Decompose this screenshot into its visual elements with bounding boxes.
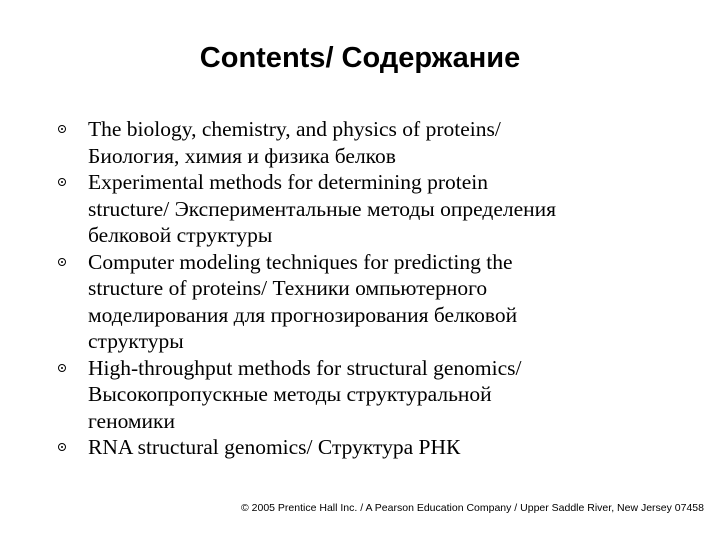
contents-bullet-list — [58, 116, 678, 461]
bullet-line: structure/ Экспериментальные методы определения — [88, 196, 557, 221]
bullet-line: Experimental methods for determining protein — [88, 170, 489, 194]
bullet-icon — [58, 258, 66, 266]
bullet-item — [58, 116, 678, 169]
bullet-item — [58, 249, 678, 355]
copyright-footer: © 2005 Prentice Hall Inc. / A Pearson Education Company / Upper Saddle River, New Jersey 07458 — [241, 502, 704, 514]
bullet-item — [58, 169, 678, 249]
bullet-line: The biology, chemistry, and physics of proteins/ — [88, 117, 501, 141]
bullet-line: Computer modeling techniques for predicting the — [88, 249, 513, 274]
bullet-icon — [58, 125, 66, 133]
bullet-line: High-throughput methods for structural genomics/ — [88, 355, 522, 380]
bullet-icon — [58, 443, 66, 451]
bullet-item — [58, 434, 678, 461]
slide-title: Contents/ Содержание — [199, 42, 521, 74]
bullet-icon — [58, 364, 66, 372]
bullet-line: structure of proteins/ Техники омпьютерного — [88, 276, 488, 300]
bullet-line: белковой структуры — [88, 223, 273, 247]
bullet-line: геномики — [88, 408, 175, 433]
bullet-icon — [58, 178, 66, 186]
bullet-line: Высокопропускные методы структуральной — [88, 382, 492, 406]
bullet-line: RNA structural genomics/ Структура РНК — [88, 435, 461, 459]
bullet-item — [58, 355, 678, 435]
bullet-line: структуры — [88, 329, 184, 353]
bullet-line: Биология, химия и физика белков — [88, 143, 396, 168]
bullet-line: моделирования для прогнозирования белковой — [88, 302, 518, 327]
